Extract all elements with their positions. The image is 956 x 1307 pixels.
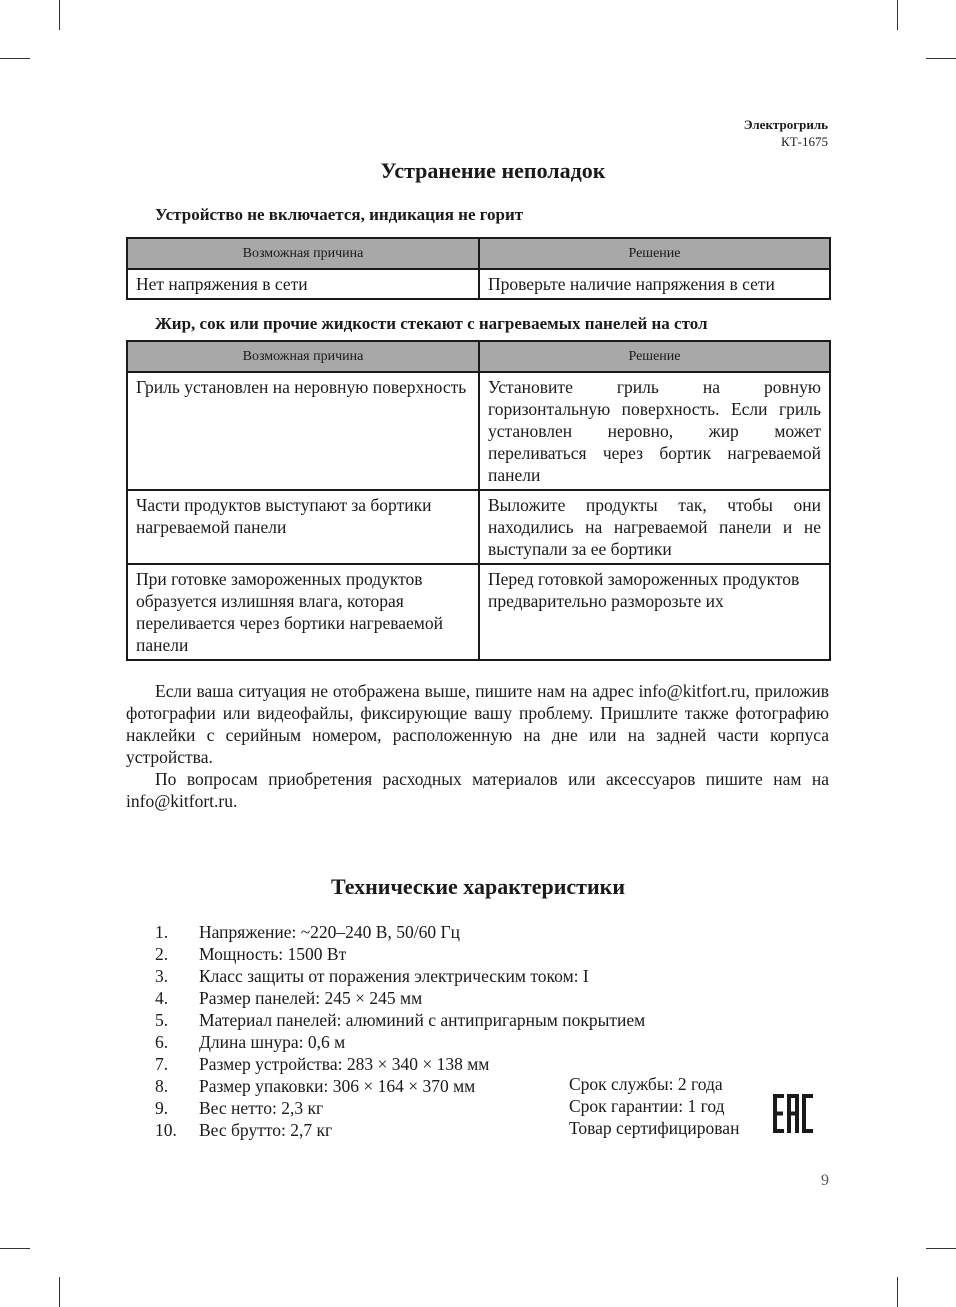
item-number: 3.: [155, 966, 169, 986]
contact-paragraph-text: Если ваша ситуация не отображена выше, пишите нам на адрес info@kitfort.ru, приложив фотографии или видеофайлы, фиксирующие вашу проблему. Пришлите также фотографию наклейки с серийным номером, расположенную на дне или на задней части корпуса устройства.: [126, 681, 829, 767]
page-number: 9: [821, 1172, 829, 1189]
section-1-heading: Устройство не включается, индикация не горит: [155, 205, 524, 224]
item-number: 7.: [155, 1054, 169, 1074]
crop-mark: [897, 1277, 898, 1307]
list-item: [155, 987, 645, 1009]
solution-cell: Перед готовкой замороженных продуктов предварительно разморозьте их: [479, 564, 830, 660]
list-item: [155, 1053, 645, 1075]
item-text: Длина шнура: 0,6 м: [199, 1032, 346, 1052]
list-item: [155, 943, 645, 965]
column-header-solution: Решение: [479, 341, 830, 372]
solution-cell: Проверьте наличие напряжения в сети: [479, 269, 830, 299]
item-text: Вес брутто: 2,7 кг: [199, 1120, 333, 1140]
column-header-cause: Возможная причина: [127, 238, 479, 269]
solution-cell: Выложите продукты так, чтобы они находились на нагреваемой панели и не выступали за ее бортики: [479, 490, 830, 564]
accessories-paragraph-text: По вопросам приобретения расходных материалов или аксессуаров пишите нам на info@kitfort.ru.: [126, 769, 829, 811]
item-number: 1.: [155, 922, 169, 942]
item-text: Напряжение: ~220–240 В, 50/60 Гц: [199, 922, 460, 942]
item-number: 5.: [155, 1010, 169, 1030]
item-text: Материал панелей: алюминий с антипригарным покрытием: [199, 1010, 646, 1030]
item-number: 8.: [155, 1076, 169, 1096]
item-text: Класс защиты от поражения электрическим током: I: [199, 966, 589, 986]
crop-mark: [59, 1277, 60, 1307]
section-2-heading: Жир, сок или прочие жидкости стекают с нагреваемых панелей на стол: [155, 314, 708, 333]
cause-cell: Нет напряжения в сети: [127, 269, 479, 299]
solution-cell: Установите гриль на ровную горизонтальную поверхность. Если гриль установлен неровно, жир может переливаться через бортик нагреваемой панели: [479, 372, 830, 490]
troubleshooting-table-1: [126, 237, 831, 300]
header-model: КТ-1675: [781, 134, 828, 149]
table-row: [127, 564, 830, 660]
column-header-solution: Решение: [479, 238, 830, 269]
service-life: Срок службы: 2 года: [569, 1074, 723, 1094]
accessories-paragraph: [126, 768, 829, 812]
crop-mark: [0, 58, 30, 59]
item-text: Мощность: 1500 Вт: [199, 944, 347, 964]
table-header-row: [127, 341, 830, 372]
cause-cell: Гриль установлен на неровную поверхность: [127, 372, 479, 490]
contact-paragraph: [126, 680, 829, 768]
troubleshooting-table-2: [126, 340, 831, 661]
running-header: [744, 116, 828, 150]
item-text: Размер устройства: 283 × 340 × 138 мм: [199, 1054, 490, 1074]
item-text: Вес нетто: 2,3 кг: [199, 1098, 324, 1118]
item-text: Размер упаковки: 306 × 164 × 370 мм: [199, 1076, 476, 1096]
certification-note: Товар сертифицирован: [569, 1118, 740, 1138]
item-number: 10.: [155, 1120, 177, 1140]
crop-mark: [926, 1248, 956, 1249]
table-row: [127, 372, 830, 490]
item-text: Размер панелей: 245 × 245 мм: [199, 988, 423, 1008]
crop-mark: [59, 0, 60, 30]
eac-logo: [772, 1093, 814, 1134]
item-number: 9.: [155, 1098, 169, 1118]
cause-cell: Части продуктов выступают за бортики нагреваемой панели: [127, 490, 479, 564]
warranty-period: Срок гарантии: 1 год: [569, 1096, 725, 1116]
table-row: [127, 490, 830, 564]
header-title: Электрогриль: [743, 117, 828, 132]
troubleshooting-title: Устранение неполадок: [380, 158, 606, 183]
cause-cell: При готовке замороженных продуктов образуется излишняя влага, которая переливается через бортики нагреваемой панели: [127, 564, 479, 660]
list-item: [155, 1009, 645, 1031]
item-number: 6.: [155, 1032, 169, 1052]
table-row: [127, 269, 830, 299]
crop-mark: [0, 1248, 30, 1249]
specs-title: Технические характеристики: [330, 874, 626, 899]
item-number: 4.: [155, 988, 169, 1008]
column-header-cause: Возможная причина: [127, 341, 479, 372]
table-header-row: [127, 238, 830, 269]
crop-mark: [897, 0, 898, 30]
service-info: [569, 1073, 739, 1139]
crop-mark: [926, 58, 956, 59]
list-item: [155, 1031, 645, 1053]
list-item: [155, 965, 645, 987]
list-item: [155, 921, 645, 943]
item-number: 2.: [155, 944, 169, 964]
